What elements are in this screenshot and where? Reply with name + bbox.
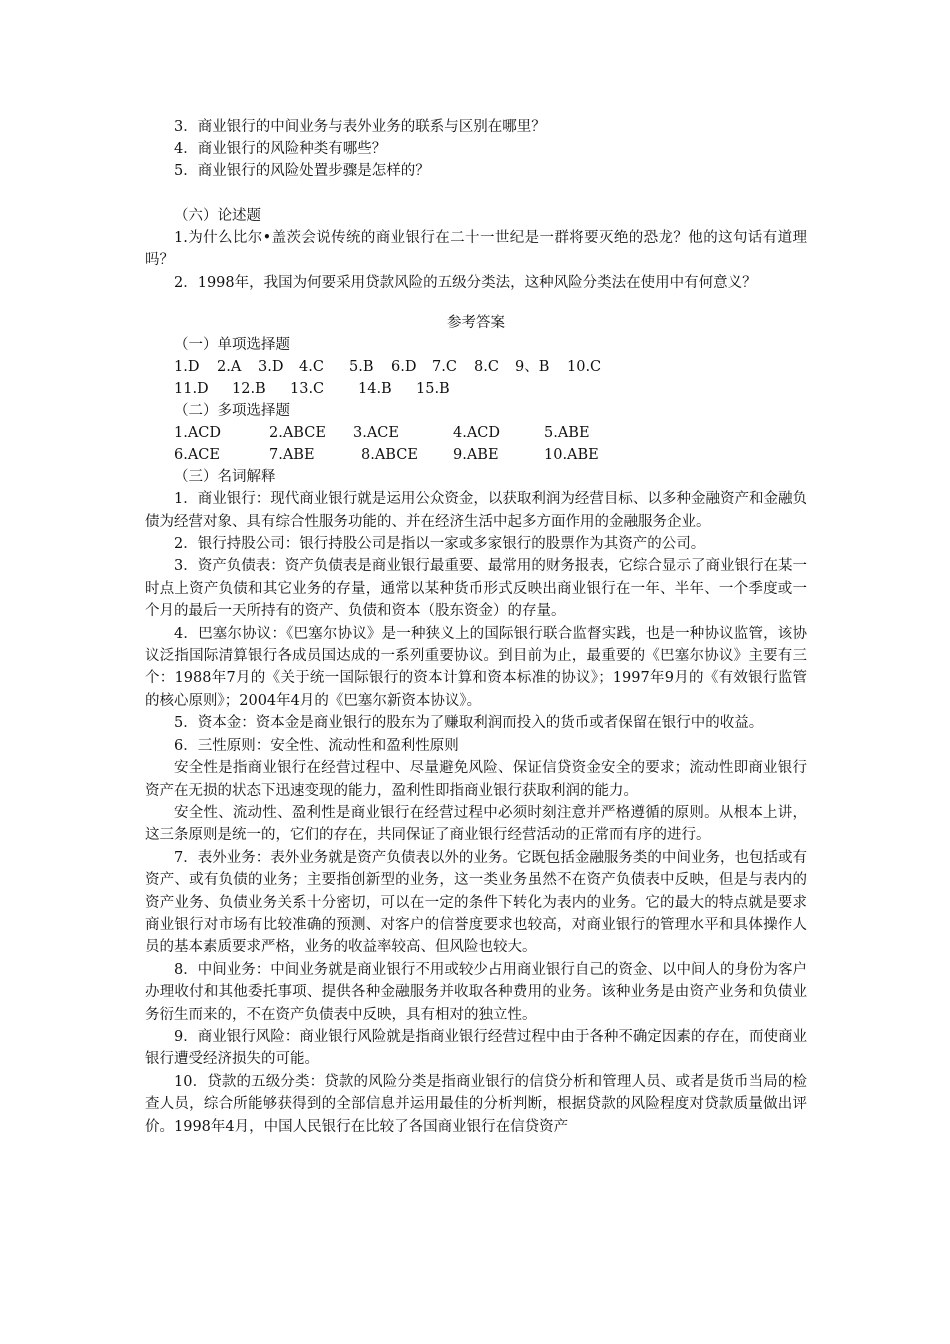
- answer-cell: 14.B: [358, 381, 392, 398]
- answer-cell: 12.B: [232, 381, 266, 398]
- term-bank-holding-company: 2．银行持股公司：银行持股公司是指以一家或多家银行的股票作为其资产的公司。: [174, 536, 706, 553]
- single-choice-answers-row-2: [145, 378, 807, 400]
- answer-cell: 6.D: [391, 359, 417, 376]
- essay-item-1: 1.为什么比尔•盖茨会说传统的商业银行在二十一世纪是一群将要灭绝的恐龙？他的这句话有道理吗？: [145, 230, 807, 269]
- single-choice-heading: （一）单项选择题: [174, 337, 290, 354]
- answer-cell: 3.D: [258, 359, 284, 376]
- term-three-principles: 6．三性原则：安全性、流动性和盈利性原则: [174, 737, 459, 754]
- answer-cell: 9、B: [515, 359, 550, 376]
- answer-cell: 9.ABE: [453, 447, 499, 464]
- term-balance-sheet: 3．资产负债表：资产负债表是商业银行最重要、最常用的财务报表，它综合显示了商业银行在某一时点上资产负债和其它业务的存量，通常以某种货币形式反映出商业银行在一年、半年、一个季度或一个月的最后一天所持有的资产、负债和资本（股东资金）的存量。: [145, 558, 807, 620]
- question-3: 3．商业银行的中间业务与表外业务的联系与区别在哪里？: [174, 119, 546, 135]
- term-commercial-bank: 1．商业银行：现代商业银行就是运用公众资金，以获取利润为经营目标、以多种金融资产和金融负债为经营对象、具有综合性服务功能的、并在经济生活中起多方面作用的金融服务企业。: [145, 491, 807, 530]
- answers-title: 参考答案: [447, 315, 505, 332]
- multi-choice-heading: （二）多项选择题: [174, 403, 290, 420]
- term-bank-risk: 9．商业银行风险：商业银行风险就是指商业银行经营过程中由于各种不确定因素的存在，而使商业银行遭受经济损失的可能。: [145, 1028, 807, 1068]
- answer-cell: 10.ABE: [544, 447, 599, 464]
- answer-cell: 1.ACD: [174, 425, 222, 442]
- single-choice-answers-row-1: [145, 356, 807, 378]
- answer-cell: 4.C: [299, 359, 324, 376]
- question-5: 5．商业银行的风险处置步骤是怎样的？: [174, 163, 430, 179]
- term-capital: 5．资本金：资本金是商业银行的股东为了赚取利润而投入的货币或者保留在银行中的收益。: [174, 715, 764, 732]
- multi-choice-answers-row-1: [145, 422, 807, 444]
- answer-cell: 7.C: [432, 359, 457, 376]
- multi-choice-answers-row-2: [145, 444, 807, 466]
- answer-cell: 8.ABCE: [361, 447, 418, 464]
- answer-cell: 10.C: [567, 359, 602, 376]
- essay-item-2: 2．1998年，我国为何要采用贷款风险的五级分类法，这种风险分类法在使用中有何意义？: [174, 274, 757, 291]
- answer-cell: 7.ABE: [269, 447, 315, 464]
- essay-heading: （六）论述题: [174, 208, 261, 224]
- answer-cell: 5.ABE: [544, 425, 590, 442]
- term-intermediary-business: 8．中间业务：中间业务就是商业银行不用或较少占用商业银行自己的资金、以中间人的身份为客户办理收付和其他委托事项、提供各种金融服务并收取各种费用的业务。该种业务是由资产业务和负债业务衍生而来的，不在资产负债表中反映，具有相对的独立性。: [145, 961, 807, 1023]
- answer-cell: 6.ACE: [174, 447, 220, 464]
- answer-cell: 15.B: [416, 381, 450, 398]
- answer-cell: 1.D: [174, 359, 200, 376]
- answer-cell: 5.B: [349, 359, 374, 376]
- term-three-principles-detail: 安全性是指商业银行在经营过程中、尽量避免风险、保证信贷资金安全的要求；流动性即商业银行资产在无损的状态下迅速变现的能力，盈利性即指商业银行获取利润的能力。: [145, 760, 807, 799]
- answer-cell: 13.C: [290, 381, 325, 398]
- term-three-principles-summary: 安全性、流动性、盈利性是商业银行在经营过程中必须时刻注意并严格遵循的原则。从根本上讲，这三条原则是统一的，它们的存在，共同保证了商业银行经营活动的正常而有序的进行。: [145, 804, 807, 844]
- answer-cell: 2.ABCE: [269, 425, 326, 442]
- question-4: 4．商业银行的风险种类有哪些？: [174, 141, 387, 157]
- page-content: [145, 116, 807, 1138]
- answer-cell: 11.D: [174, 381, 209, 398]
- terms-heading: （三）名词解释: [174, 469, 276, 486]
- term-five-level-classification: 10．贷款的五级分类：贷款的风险分类是指商业银行的信贷分析和管理人员、或者是货币当局的检查人员，综合所能够获得到的全部信息并运用最佳的分析判断，根据贷款的风险程度对贷款质量做出评价。1998年4月，中国人民银行在比较了各国商业银行在信贷资产: [145, 1073, 807, 1135]
- answer-cell: 4.ACD: [453, 425, 501, 442]
- answer-cell: 2.A: [217, 359, 242, 376]
- answer-cell: 8.C: [474, 359, 499, 376]
- term-basel-accord: 4．巴塞尔协议：《巴塞尔协议》是一种狭义上的国际银行联合监督实践，也是一种协议监管，该协议泛指国际清算银行各成员国达成的一系列重要协议。到目前为止，最重要的《巴塞尔协议》主要有三个：1988年7月的《关于统一国际银行的资本计算和资本标准的协议》；1997年9月的《有效银行监管的核心原则》；2004年4月的《巴塞尔新资本协议》。: [145, 625, 807, 709]
- spacer: [145, 182, 807, 205]
- term-off-balance-sheet: 7．表外业务：表外业务就是资产负债表以外的业务。它既包括金融服务类的中间业务，也包括或有资产、或有负债的业务；主要指创新型的业务，这一类业务虽然不在资产负债表中反映，但是与表内的资产业务、负债业务关系十分密切，可以在一定的条件下转化为表内的业务。它的最大的特点就是要求商业银行对市场有比较准确的预测、对客户的信誉度要求也较高，对商业银行的管理水平和具体操作人员的基本素质要求严格，业务的收益率较高、但风险也较大。: [145, 849, 807, 956]
- answer-cell: 3.ACE: [353, 425, 399, 442]
